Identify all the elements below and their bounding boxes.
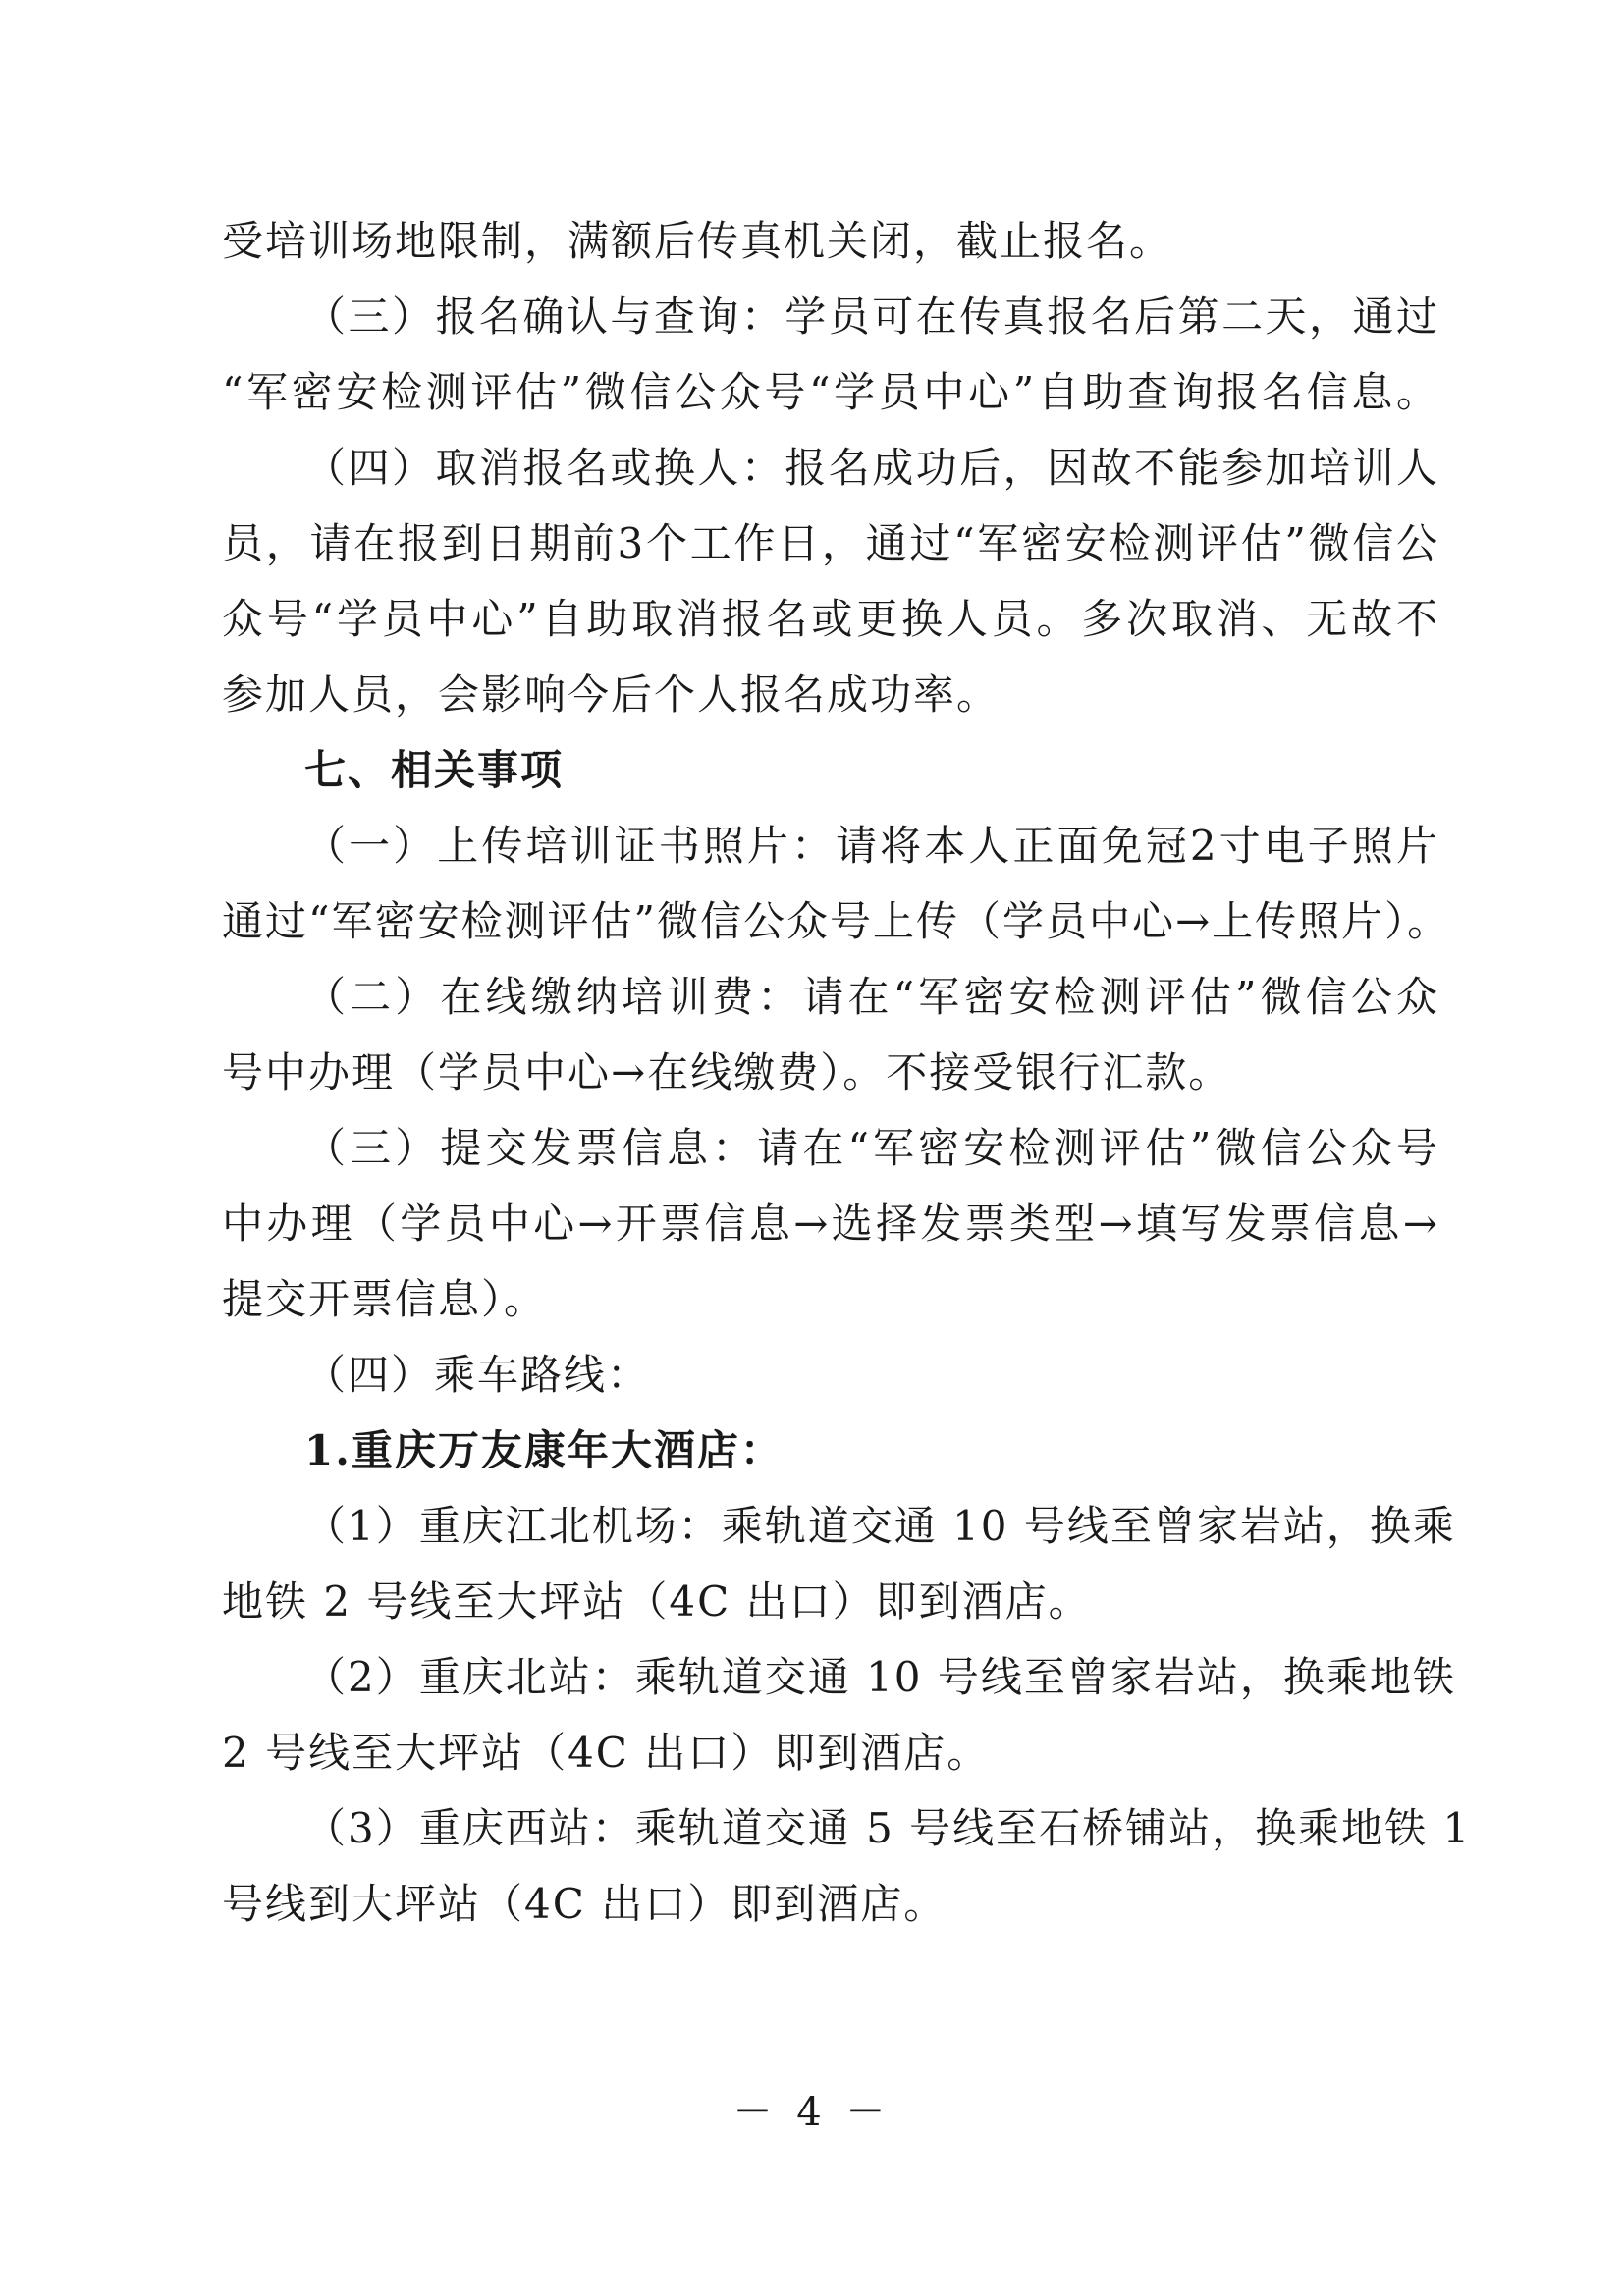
paragraph-line: 受培训场地限制，满额后传真机关闭，截止报名。 bbox=[222, 217, 1173, 265]
paragraph-line: （3）重庆西站：乘轨道交通 5 号线至石桥铺站，换乘地铁 1 bbox=[304, 1804, 1472, 1852]
paragraph-line: 参加人员，会影响今后个人报名成功率。 bbox=[222, 670, 1001, 719]
paragraph-line: 号中办理（学员中心→在线缴费）。不接受银行汇款。 bbox=[222, 1048, 1232, 1096]
paragraph-line: 通过“军密安检测评估”微信公众号上传（学员中心→上传照片）。 bbox=[222, 897, 1451, 945]
subsection-heading: 1.重庆万友康年大酒店： bbox=[304, 1426, 784, 1474]
paragraph-line: 地铁 2 号线至大坪站（4C 出口）即到酒店。 bbox=[222, 1577, 1092, 1626]
paragraph-line: （三）提交发票信息：请在“军密安检测评估”微信公众号 bbox=[304, 1124, 1439, 1172]
paragraph-line: （一）上传培训证书照片：请将本人正面免冠2寸电子照片 bbox=[304, 822, 1439, 870]
paragraph-line: 中办理（学员中心→开票信息→选择发票类型→填写发票信息→ bbox=[222, 1200, 1439, 1248]
paragraph-line: （四）乘车路线： bbox=[304, 1351, 651, 1399]
paragraph-line: 员，请在报到日期前3个工作日，通过“军密安检测评估”微信公 bbox=[222, 519, 1439, 567]
paragraph-line: （四）取消报名或换人：报名成功后，因故不能参加培训人 bbox=[304, 444, 1439, 492]
paragraph-line: 提交开票信息）。 bbox=[222, 1275, 548, 1323]
paragraph-line: （2）重庆北站：乘轨道交通 10 号线至曾家岩站，换乘地铁 bbox=[304, 1653, 1456, 1701]
paragraph-line: 众号“学员中心”自助取消报名或更换人员。多次取消、无故不 bbox=[222, 595, 1439, 643]
paragraph-line: 号线到大坪站（4C 出口）即到酒店。 bbox=[222, 1880, 947, 1928]
paragraph-line: （三）报名确认与查询：学员可在传真报名后第二天，通过 bbox=[304, 293, 1439, 341]
page-number: － 4 － bbox=[732, 2090, 892, 2135]
paragraph-line: （二）在线缴纳培训费：请在“军密安检测评估”微信公众 bbox=[304, 973, 1439, 1021]
paragraph-line: （1）重庆江北机场：乘轨道交通 10 号线至曾家岩站，换乘 bbox=[304, 1502, 1456, 1550]
paragraph-line: “军密安检测评估”微信公众号“学员中心”自助查询报名信息。 bbox=[222, 368, 1439, 416]
paragraph-line: 2 号线至大坪站（4C 出口）即到酒店。 bbox=[222, 1729, 991, 1777]
section-heading: 七、相关事项 bbox=[304, 746, 565, 794]
